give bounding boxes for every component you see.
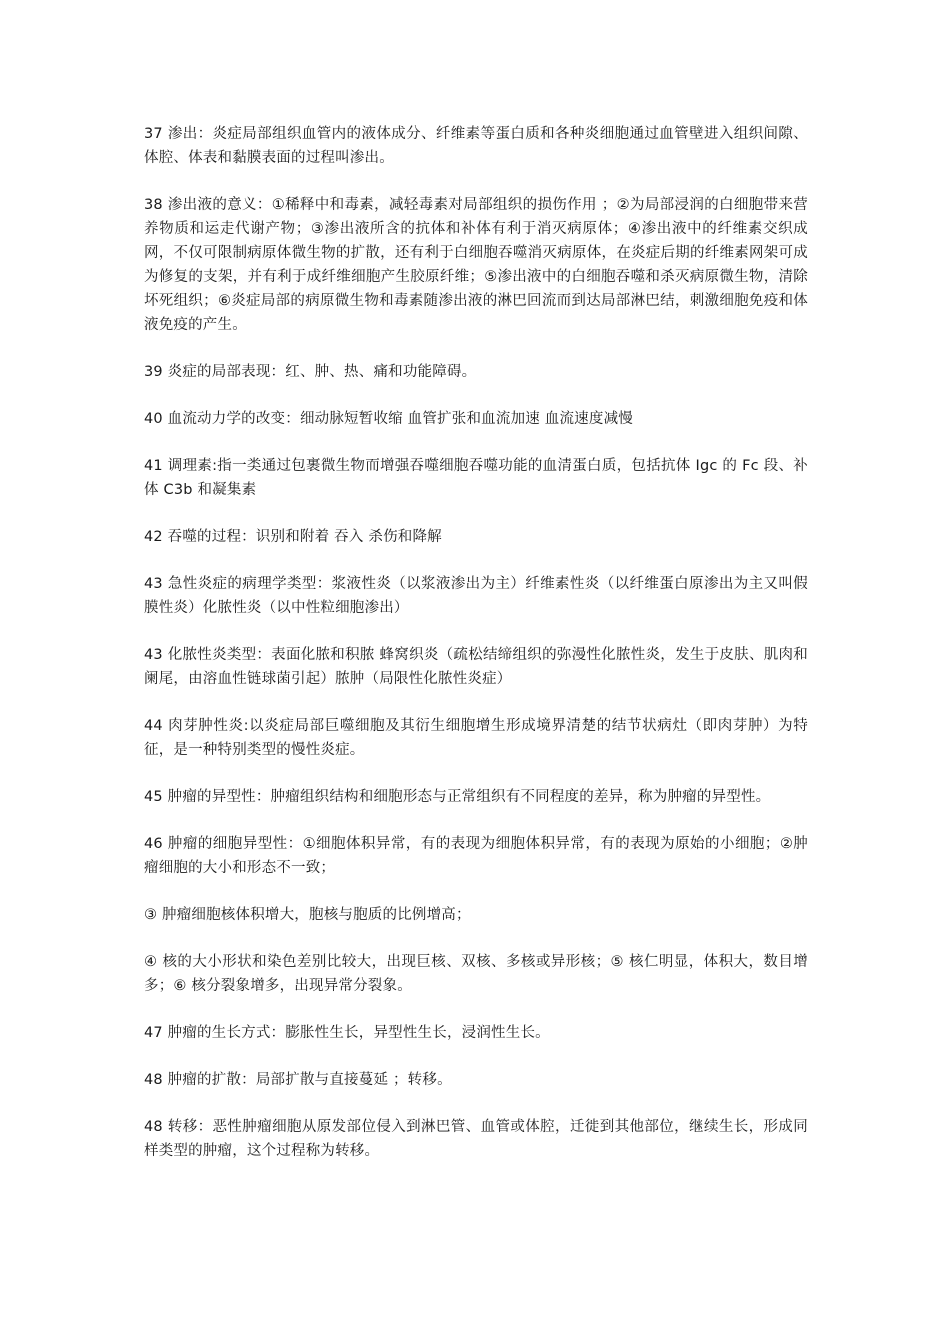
paragraph-48a: 48 肿瘤的扩散：局部扩散与直接蔓延 ；转移。 <box>144 1072 452 1088</box>
paragraph-41: 41 调理素:指一类通过包裹微生物而增强吞噬细胞吞噬功能的血清蛋白质，包括抗体 Igc 的 Fc 段、补体 C3b 和凝集素 <box>144 458 808 498</box>
paragraph-37: 37 渗出：炎症局部组织血管内的液体成分、纤维素等蛋白质和各种炎细胞通过血管壁进入组织间隙、体腔、体表和黏膜表面的过程叫渗出。 <box>144 126 808 166</box>
paragraph-40: 40 血流动力学的改变：细动脉短暂收缩 血管扩张和血流加速 血流速度减慢 <box>144 411 633 427</box>
paragraph-47: 47 肿瘤的生长方式：膨胀性生长，异型性生长，浸润性生长。 <box>144 1025 550 1041</box>
paragraph-43b: 43 化脓性炎类型：表面化脓和积脓 蜂窝织炎（疏松结缔组织的弥漫性化脓性炎，发生于皮肤、肌肉和阑尾，由溶血性链球菌引起）脓肿（局限性化脓性炎症） <box>144 647 808 687</box>
paragraph-38: 38 渗出液的意义：①稀释中和毒素，减轻毒素对局部组织的损伤作用 ；②为局部浸润的白细胞带来营养物质和运走代谢产物；③渗出液所含的抗体和补体有利于消灭病原体；④渗出液中的纤维素交织成网，不仅可限制病原体微生物的扩散，还有利于白细胞吞噬消灭病原体，在炎症后期的纤维素网架可成为修复的支架，并有利于成纤维细胞产生胶原纤维；⑤渗出液中的白细胞吞噬和杀灭病原微生物，清除坏死组织；⑥炎症局部的病原微生物和毒素随渗出液的淋巴回流而到达局部淋巴结，刺激细胞免疫和体液免疫的产生。 <box>144 197 808 333</box>
paragraph-46: 46 肿瘤的细胞异型性：①细胞体积异常，有的表现为细胞体积异常，有的表现为原始的小细胞；②肿瘤细胞的大小和形态不一致； <box>144 836 808 876</box>
paragraph-43a: 43 急性炎症的病理学类型：浆液性炎（以浆液渗出为主）纤维素性炎（以纤维蛋白原渗出为主又叫假膜性炎）化脓性炎（以中性粒细胞渗出） <box>144 576 808 616</box>
paragraph-44: 44 肉芽肿性炎:以炎症局部巨噬细胞及其衍生细胞增生形成境界清楚的结节状病灶（即肉芽肿）为特征，是一种特别类型的慢性炎症。 <box>144 718 808 758</box>
paragraph-48b: 48 转移：恶性肿瘤细胞从原发部位侵入到淋巴管、血管或体腔，迁徙到其他部位，继续生长，形成同样类型的肿瘤，这个过程称为转移。 <box>144 1119 808 1159</box>
document-body <box>144 122 808 1186</box>
paragraph-42: 42 吞噬的过程：识别和附着 吞入 杀伤和降解 <box>144 529 442 545</box>
paragraph-46-items-4-6: ④ 核的大小形状和染色差别比较大，出现巨核、双核、多核或异形核；⑤ 核仁明显，体积大，数目增多；⑥ 核分裂象增多，出现异常分裂象。 <box>144 954 808 994</box>
paragraph-39: 39 炎症的局部表现：红、肿、热、痛和功能障碍。 <box>144 364 477 380</box>
paragraph-45: 45 肿瘤的异型性：肿瘤组织结构和细胞形态与正常组织有不同程度的差异，称为肿瘤的异型性。 <box>144 789 771 805</box>
paragraph-46-item-3: ③ 肿瘤细胞核体积增大，胞核与胞质的比例增高； <box>144 907 471 923</box>
